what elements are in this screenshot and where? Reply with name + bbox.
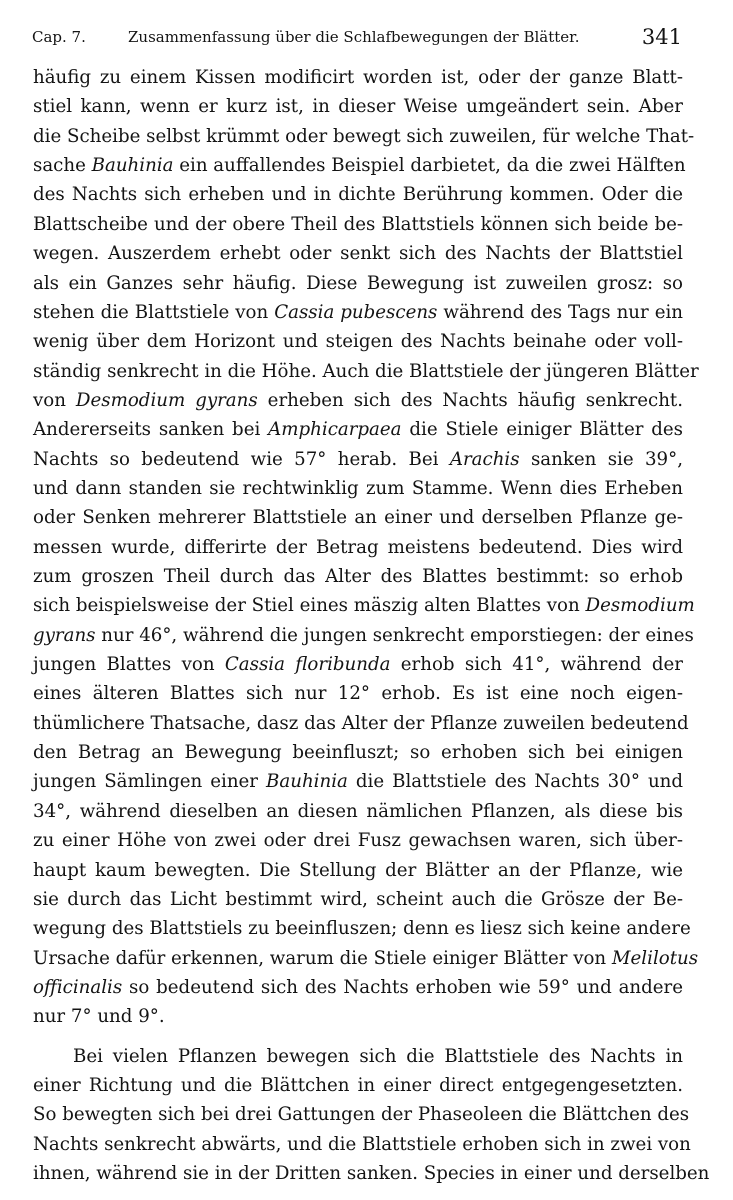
chapter-label: Cap. 7. [32, 28, 86, 46]
text-line [33, 768, 683, 795]
text-line [33, 475, 683, 502]
text-run: wegung des Blattstiels zu beeinfluszen; denn es liesz sich keine andere [33, 918, 691, 940]
text-run: sache [33, 155, 92, 177]
italic-term: officinalis [33, 976, 123, 998]
text-line [33, 798, 683, 825]
text-run: so bedeutend sich des Nachts erhoben wie 59° und andere [122, 976, 683, 998]
italic-term: gyrans [33, 624, 96, 646]
page-number: 341 [641, 25, 682, 49]
text-run: den Betrag an Bewegung beeinfluszt; so erhoben sich bei einigen [33, 742, 683, 764]
text-line [33, 299, 683, 326]
text-run: als ein Ganzes sehr häufig. Diese Bewegung ist zuweilen grosz: so [33, 272, 683, 294]
text-run: sich beispielsweise der Stiel eines mäszig alten Blattes von [33, 595, 586, 617]
text-run: oder Senken mehrerer Blattstiele an einer und derselben Pflanze ge- [33, 507, 683, 529]
italic-term: Desmodium gyrans [75, 389, 258, 411]
text-line [33, 827, 683, 854]
text-run: Nachts senkrecht abwärts, und die Blattstiele erhoben sich in zwei von [33, 1133, 691, 1155]
text-run: häufig zu einem Kissen modificirt worden ist, oder der ganze Blatt- [33, 67, 683, 88]
text-line [33, 123, 695, 150]
text-run: jungen Blattes von [33, 654, 225, 675]
italic-term: Cassia pubescens [274, 301, 438, 323]
text-line [33, 534, 683, 561]
text-run: 34°, während dieselben an diesen nämlichen Pflanzen, als diese bis [33, 800, 683, 822]
text-run: eines älteren Blattes sich nur 12° erhob. Es ist eine noch eigen- [33, 683, 683, 705]
text-run: einer Richtung und die Blättchen in einer direct entgegengesetzten. [33, 1074, 683, 1096]
text-line [33, 974, 683, 1001]
text-run: und dann standen sie rechtwinklig zum Stamme. Wenn dies Erheben [33, 477, 683, 499]
text-line [33, 64, 683, 91]
text-run: ein auffallendes Beispiel darbietet, da die zwei Hälften [173, 155, 686, 177]
text-run: Nachts so bedeutend wie 57° herab. Bei [33, 448, 450, 470]
text-run: während des Tags nur ein [437, 301, 684, 323]
text-run: jungen Sämlingen einer [33, 771, 267, 793]
text-line [33, 152, 686, 179]
italic-term: Amphicarpaea [268, 419, 402, 441]
text-run: Bei vielen Pflanzen bewegen sich die Blattstiele des Nachts in [73, 1045, 683, 1067]
text-run: zu einer Höhe von zwei oder drei Fusz gewachsen waren, sich über- [33, 830, 683, 852]
text-run: ständig senkrecht in die Höhe. Auch die Blattstiele der jüngeren Blätter [33, 360, 699, 382]
text-run: erheben sich des Nachts häufig senkrecht. [257, 389, 684, 411]
text-line [33, 270, 683, 297]
text-line [33, 710, 689, 737]
text-run: haupt kaum bewegten. Die Stellung der Blätter an der Pflanze, wie [33, 859, 683, 881]
text-line [33, 504, 683, 531]
text-run: sanken sie 39°, [519, 448, 683, 470]
text-line [33, 211, 683, 238]
text-line [33, 387, 683, 414]
running-title: Zusammenfassung über die Schlafbewegungen der Blätter. [128, 28, 580, 46]
italic-term: Desmodium [585, 595, 695, 617]
text-line [33, 739, 683, 766]
text-run: des Nachts sich erheben und in dichte Berührung kommen. Oder die [33, 184, 683, 206]
text-line [33, 915, 691, 942]
text-run: stiel kann, wenn er kurz ist, in dieser Weise umgeändert sein. Aber [33, 96, 683, 118]
text-run: Andererseits sanken bei [33, 419, 269, 441]
text-line [33, 358, 699, 385]
text-line [33, 1072, 683, 1099]
text-line [33, 563, 683, 590]
text-run: Blattscheibe und der obere Theil des Blattstiels können sich beide be- [33, 213, 683, 235]
text-run: thümlichere Thatsache, dasz das Alter der Pflanze zuweilen bedeutend [33, 712, 689, 734]
text-line [33, 93, 683, 120]
text-line [33, 328, 683, 355]
text-line [33, 1160, 710, 1187]
text-run: die Blattstiele des Nachts 30° und [347, 771, 684, 793]
text-line [33, 651, 683, 678]
text-line [33, 622, 694, 649]
text-run: die Scheibe selbst krümmt oder bewegt sich zuweilen, für welche That- [33, 125, 695, 147]
text-line [33, 1131, 691, 1158]
text-line [33, 592, 695, 619]
italic-term: Melilotus [611, 947, 699, 969]
text-run: von [33, 389, 76, 411]
text-run: sie durch das Licht bestimmt wird, scheint auch die Grösze der Be- [33, 888, 683, 910]
text-line [33, 1101, 690, 1128]
text-run: Ursache dafür erkennen, warum die Stiele einiger Blätter von [33, 947, 612, 969]
italic-term: Cassia floribunda [224, 654, 391, 675]
text-run: nur 7° und 9°. [33, 1006, 165, 1028]
text-run: wenig über dem Horizont und steigen des Nachts beinahe oder voll- [33, 331, 683, 353]
text-line [33, 446, 683, 473]
italic-term: Arachis [449, 448, 520, 470]
text-run: stehen die Blattstiele von [33, 301, 275, 323]
italic-term: Bauhinia [266, 771, 348, 793]
text-line [33, 1003, 683, 1030]
text-line [33, 886, 683, 913]
text-run: zum groszen Theil durch das Alter des Blattes bestimmt: so erhob [33, 566, 683, 587]
text-line [33, 181, 683, 208]
text-line [33, 240, 683, 267]
text-line [33, 416, 683, 443]
italic-term: Bauhinia [91, 155, 174, 177]
text-run: die Stiele einiger Blätter des [401, 419, 683, 441]
running-header [32, 24, 684, 50]
text-run: nur 46°, während die jungen senkrecht emporstiegen: der eines [95, 624, 694, 646]
text-run: messen wurde, differirte der Betrag meistens bedeutend. Dies wird [33, 536, 683, 558]
text-run: ihnen, während sie in der Dritten sanken. Species in einer und derselben [33, 1163, 710, 1184]
text-line [33, 680, 683, 707]
text-run: wegen. Auszerdem erhebt oder senkt sich des Nachts der Blattstiel [33, 243, 683, 265]
text-line [33, 1043, 683, 1070]
text-line [33, 945, 699, 972]
text-run: So bewegten sich bei drei Gattungen der Phaseoleen die Blättchen des [33, 1104, 690, 1126]
text-run: erhob sich 41°, während der [390, 654, 683, 675]
text-line [33, 857, 683, 884]
